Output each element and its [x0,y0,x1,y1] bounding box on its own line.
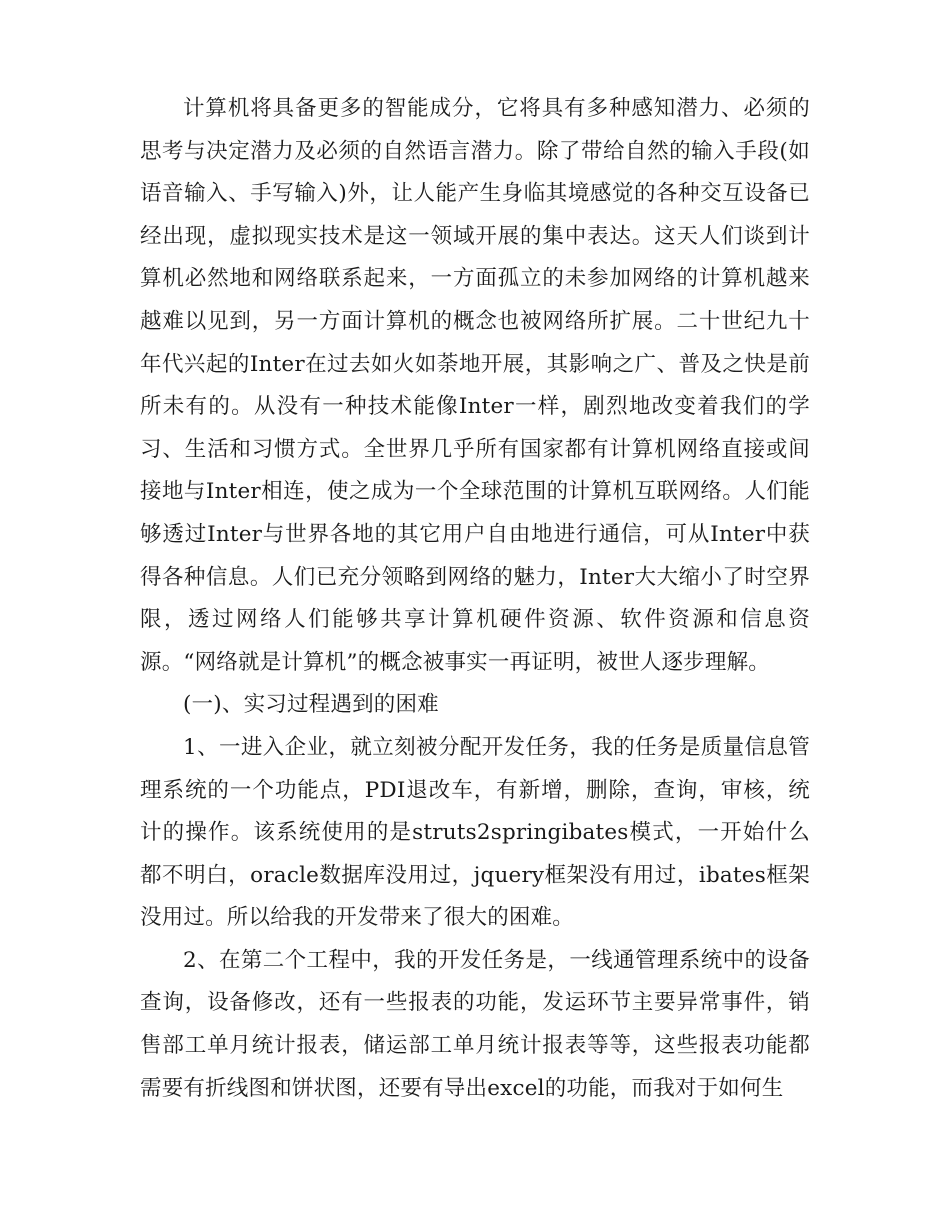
list-item: 2、在第二个工程中，我的开发任务是，一线通管理系统中的设备查询，设备修改，还有一些报表的功能，发运环节主要异常事件，销售部工单月统计报表，储运部工单月统计报表等等，这些报表功能都需要有折线图和饼状图，还要有导出excel的功能，而我对于如何生 [140,947,810,1101]
list-item: 1、一进入企业，就立刻被分配开发任务，我的任务是质量信息管理系统的一个功能点，PDI退改车，有新增，删除，查询，审核，统计的操作。该系统使用的是struts2springibates模式，一开始什么都不明白，oracle数据库没用过，jquery框架没有用过，ibates框架没用过。所以给我的开发带来了很大的困难。 [140,734,810,931]
document-body [140,88,810,1110]
section-heading: (一)、实习过程遇到的困难 [183,692,439,718]
body-paragraph: 计算机将具备更多的智能成分，它将具有多种感知潜力、必须的思考与决定潜力及必须的自然语言潜力。除了带给自然的输入手段(如语音输入、手写输入)外，让人能产生身临其境感觉的各种交互设备已经出现，虚拟现实技术是这一领域开展的集中表达。这天人们谈到计算机必然地和网络联系起来，一方面孤立的未参加网络的计算机越来越难以见到，另一方面计算机的概念也被网络所扩展。二十世纪九十年代兴起的Inter在过去如火如荼地开展，其影响之广、普及之快是前所未有的。从没有一种技术能像Inter一样，剧烈地改变着我们的学习、生活和习惯方式。全世界几乎所有国家都有计算机网络直接或间接地与Inter相连，使之成为一个全球范围的计算机互联网络。人们能够透过Inter与世界各地的其它用户自由地进行通信，可从Inter中获得各种信息。人们已充分领略到网络的魅力，Inter大大缩小了时空界限，透过网络人们能够共享计算机硬件资源、软件资源和信息资源。“网络就是计算机”的概念被事实一再证明，被世人逐步理解。 [140,96,810,675]
